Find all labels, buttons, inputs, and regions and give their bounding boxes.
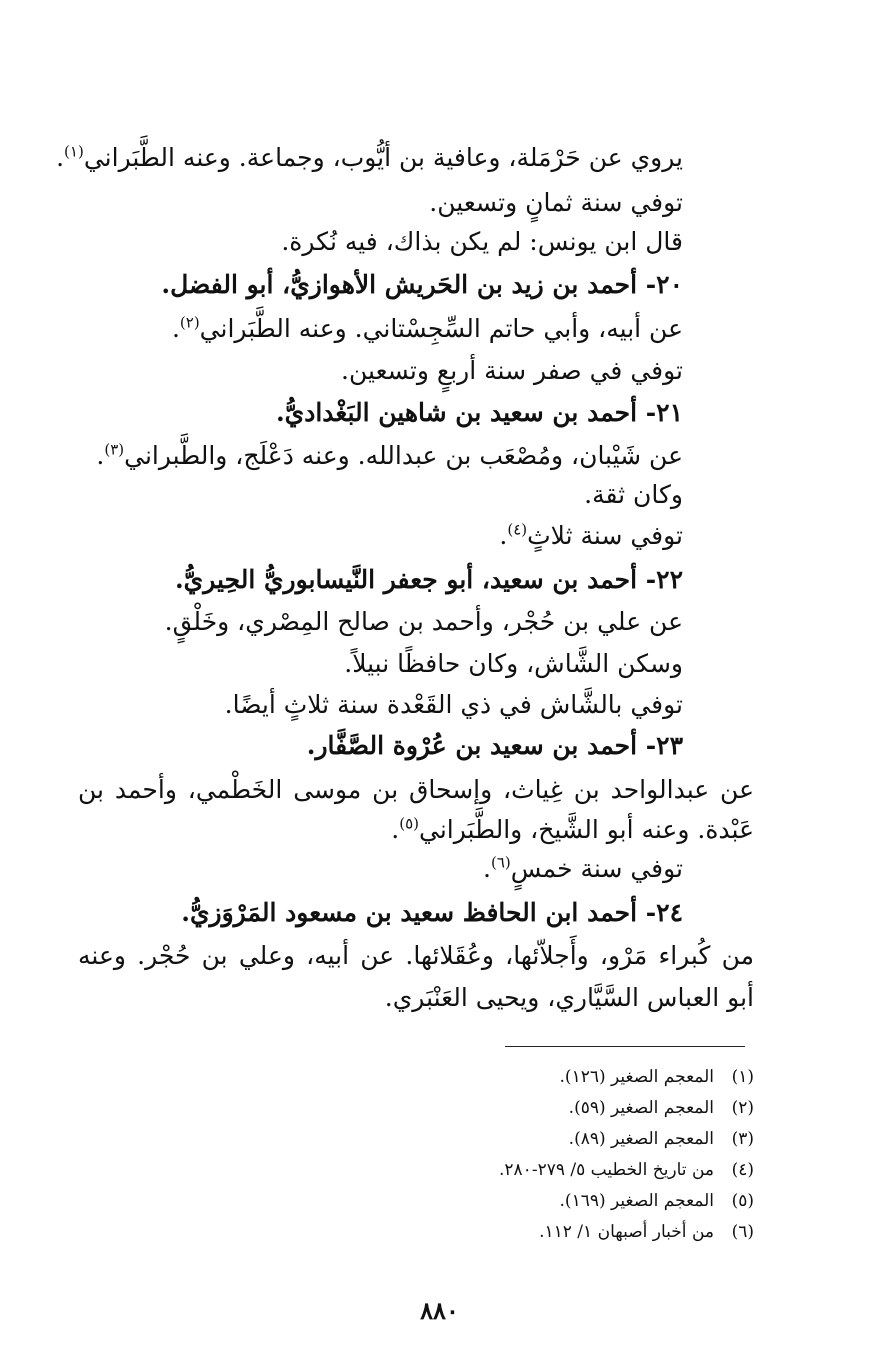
footnote-text: من أخبار أصبهان ١/ ١١٢.	[539, 1222, 714, 1242]
footnote-number: (٥)	[731, 1191, 754, 1211]
body-line-5: عن أبيه، وأبي حاتم السِّجِسْتاني. وعنه الطَّبَراني$^{(٢)}$.	[171, 313, 683, 343]
body-line-18: توفي سنة خمسٍ$^{(٦)}$.	[483, 853, 683, 883]
body-line-2: توفي سنة ثمانٍ وتسعين.	[429, 188, 683, 217]
footnote-ref-1: (١)	[64, 142, 84, 161]
footnote-separator	[505, 1046, 745, 1047]
footnote-text: المعجم الصغير (٥٩).	[568, 1098, 714, 1118]
body-line-20: من كُبراء مَرْو، وأَجلاّئها، وعُقَلائها. عن أبيه، وعلي بن حُجْر. وعنه	[78, 941, 754, 970]
body-line-6: توفي في صفر سنة أربعٍ وتسعين.	[341, 356, 683, 385]
footnote-number: (٤)	[731, 1160, 754, 1180]
footnote-ref-6: (٦)	[490, 853, 511, 872]
footnote-4	[499, 1155, 754, 1185]
footnote-number: (٣)	[731, 1129, 754, 1149]
footnote-number: (٢)	[731, 1098, 754, 1118]
body-line-1: يروي عن حَرْمَلة، وعافية بن أيُّوب، وجماعة. وعنه الطَّبَراني$^{(١)}$.	[56, 142, 683, 172]
footnote-3	[569, 1124, 754, 1154]
body-line-9: وكان ثقة.	[584, 480, 683, 509]
body-line-8: عن شَيْبان، ومُصْعَب بن عبدالله. وعنه دَعْلَج، والطَّبراني$^{(٣)}$.	[96, 440, 683, 470]
footnote-text: المعجم الصغير (١٢٦).	[559, 1067, 714, 1087]
entry-heading-22: ٢٢- أحمد بن سعيد، أبو جعفر النَّيسابوريُّ الحِيريُّ.	[174, 565, 683, 594]
page-number: ٨٨٠	[420, 1296, 459, 1325]
footnote-text: من تاريخ الخطيب ٥/ ٢٧٩-٢٨٠.	[499, 1160, 714, 1180]
footnote-2	[569, 1093, 754, 1123]
body-line-17: عَبْدة. وعنه أبو الشَّيخ، والطَّبَراني$^{(٥)}$.	[391, 814, 754, 844]
footnote-number: (٦)	[731, 1222, 754, 1242]
body-line-21: أبو العباس السَّيَّاري، ويحيى العَنْبَري.	[384, 983, 754, 1012]
footnote-text: المعجم الصغير (٨٩).	[568, 1129, 714, 1149]
entry-heading-20: ٢٠- أحمد بن زيد بن الحَريش الأهوازيُّ، أبو الفضل.	[161, 270, 683, 299]
footnote-ref-4: (٤)	[507, 520, 528, 539]
footnote-6	[539, 1217, 754, 1247]
footnote-text: المعجم الصغير (١٦٩).	[559, 1191, 714, 1211]
footnote-ref-5: (٥)	[399, 814, 419, 833]
footnote-number: (١)	[731, 1067, 754, 1087]
body-line-13: وسكن الشَّاش، وكان حافظًا نبيلاً.	[344, 649, 683, 678]
footnote-ref-3: (٣)	[104, 440, 125, 459]
body-line-3: قال ابن يونس: لم يكن بذاك، فيه نُكرة.	[281, 227, 683, 256]
body-line-16: عن عبدالواحد بن غِياث، وإسحاق بن موسى الخَطْمي، وأحمد بن	[78, 775, 754, 804]
body-line-12: عن علي بن حُجْر، وأحمد بن صالح المِصْري، وخَلْقٍ.	[164, 607, 683, 636]
entry-heading-23: ٢٣- أحمد بن سعيد بن عُرْوة الصَّفَّار.	[306, 731, 683, 760]
entry-heading-21: ٢١- أحمد بن سعيد بن شاهين البَغْداديُّ.	[275, 398, 683, 427]
footnote-ref-2: (٢)	[179, 313, 200, 332]
entry-heading-24: ٢٤- أحمد ابن الحافظ سعيد بن مسعود المَرْوَزيُّ.	[181, 898, 683, 927]
body-line-14: توفي بالشَّاش في ذي القَعْدة سنة ثلاثٍ أيضًا.	[224, 690, 683, 719]
body-line-10: توفي سنة ثلاثٍ$^{(٤)}$.	[499, 520, 683, 550]
footnote-5	[560, 1186, 754, 1216]
footnote-1	[560, 1062, 754, 1092]
